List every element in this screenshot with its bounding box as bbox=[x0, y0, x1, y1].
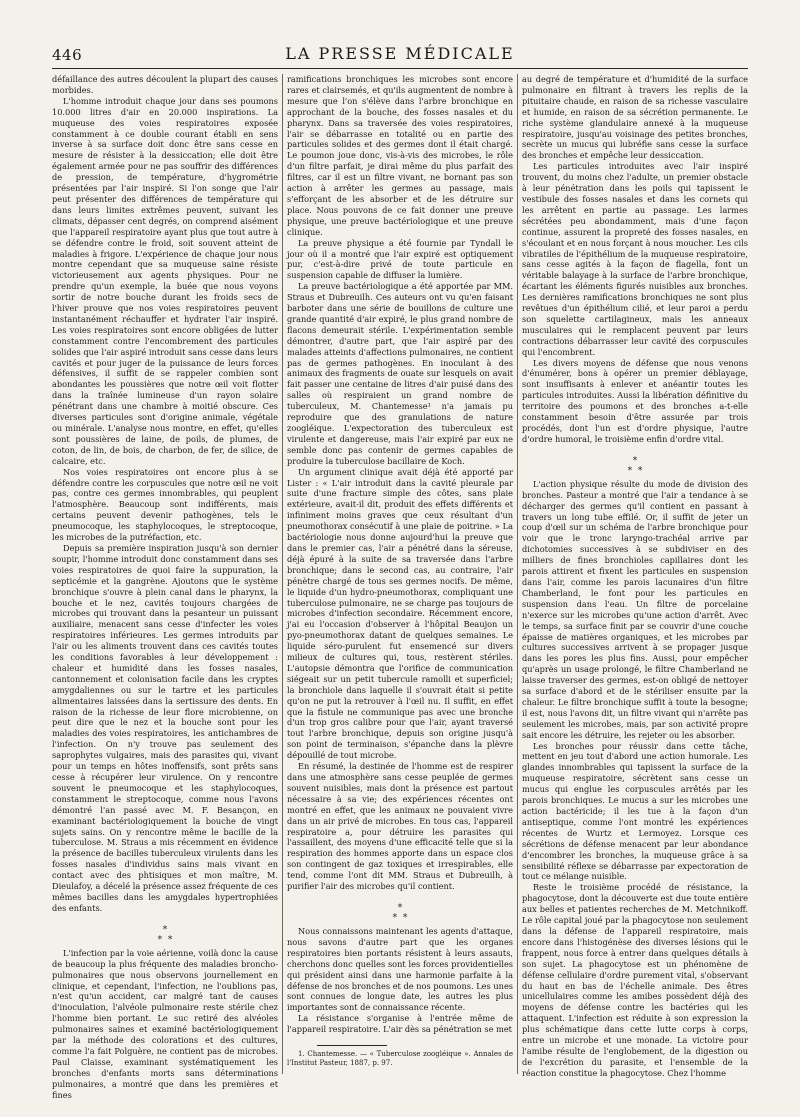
paragraph: Reste le troisième procédé de résistance, la phagocytose, dont la découverte est due toute entière aux belles et patientes recherches de M. Metchnikoff. Le rôle capital joué par la phagocytose non seulement dans la défense de l'appareil respiratoire, mais encore dans l'histogénèse des diverses lésions qui le frappent, nous force à entrer dans quelques détails à son sujet. La phagocytose est un phénomène de défense cellulaire d'ordre purement vital, s'observant du haut en bas de l'échelle animale. Des êtres unicellulaires comme les amibes possèdent déjà des moyens de défense contre les bactéries qui les attaquent. L'infection est réduite à son expression la plus schématique dans cette lutte corps à corps, entre un microbe et une monade. La victoire pour l'amibe résulte de l'englobement, de la digestion ou de l'excrétion du parasite, et l'ensemble de la réaction constitue la phagocytose. Chez l'homme bbox=[522, 882, 748, 1078]
paragraph: L'infection par la voie aérienne, voilà donc la cause de beaucoup la plus fréquente des maladies broncho-pulmonaires que nous observons journellement en clinique, et cependant, l'infection, ne l'oublions pas, n'est qu'un accident, car malgré tant de causes d'inoculation, l'alvéole pulmonaire reste stérile chez l'homme bien portant. Le suc retiré des alvéoles pulmonaires saines et examiné bactériologiquement par la méthode des colorations et des cultures, comme l'a fait Polguère, ne contient pas de microbes. Paul Claisse, examinant systématiquement les bronches d'enfants morts sans déterminations pulmonaires, a montré que dans les premières et fines bbox=[52, 947, 278, 1100]
paragraph: ramifications bronchiques les microbes sont encore rares et clairsemés, et qu'ils augmentent de nombre à mesure que l'on s'élève dans l'arbre bronchique en approchant de la bouche, des fosses nasales et du pharynx. Dans sa traversée des voies respiratoires, l'air se débarrasse en totalité ou en partie des particules solides et des germes dont il était chargé. Le poumon joue donc, vis-à-vis des microbes, le rôle d'un filtre parfait, je dirai même du plus parfait des filtres, car il est un filtre vivant, ne bornant pas son action à arrêter les germes au passage, mais s'efforçant de les absorber et de les détruire sur place. Nous pouvons de ce fait donner une preuve physique, une preuve bactériologique et une preuve clinique. bbox=[287, 74, 513, 237]
paragraph: Les divers moyens de défense que nous venons d'énumérer, bons à opérer un premier déblayage, sont insuffisants à enlever et anéantir toutes les particules introduites. Aussi la libération définitive du territoire des poumons et des bronches a-t-elle constamment besoin d'être assurée par trois procédés, dont l'un est d'ordre physique, l'autre d'ordre humoral, le troisième enfin d'ordre vital. bbox=[522, 357, 748, 444]
paragraph: Les bronches pour réussir dans cette tâche, mettent en jeu tout d'abord une action humorale. Les glandes innombrables qui tapissent la surface de la muqueuse respiratoire, sécrètent sans cesse un mucus qui englue les corpuscules arrêtés par les parois bronchiques. Le mucus a sur les microbes une action bactéricide; il les tue à la façon d'un antiseptique, comme l'ont montré les expériences récentes de Wurtz et Lermoyez. Lorsque ces sécrétions de défense menacent par leur abondance d'encombrer les bronches, la muqueuse grâce à sa sensibilité réflexe se débarrasse par expectoration de tout ce mélange nuisible. bbox=[522, 740, 748, 882]
column-divider bbox=[517, 74, 518, 1074]
paragraph: défaillance des autres découlent la plupart des causes morbides. bbox=[52, 74, 278, 95]
column-2 bbox=[287, 74, 513, 1074]
paragraph: Depuis sa première inspiration jusqu'à son dernier soupir, l'homme introduit donc constamment dans ses voies respiratoires de quoi faire la suppuration, la septicémie et la gangrène. Ajoutons que le système bronchique s'ouvre à plein canal dans le pharynx, la bouche et le nez, cavités toujours chargées de microbes qui trouvant dans la pesanteur un puissant auxiliaire, menacent sans cesse d'infecter les voies respiratoires inférieures. Les germes introduits par l'air ou les aliments trouvent dans ces cavités toutes les conditions favorables à leur développement : chaleur et humidité dans les fosses nasales, cantonnement et colonisation facile dans les cryptes amygdaliennes ou sur le tartre et les particules alimentaires laissées dans la sertissure des dents. En raison de la richesse de leur flore microbienne, on peut dire que le nez et la bouche sont pour les maladies des voies respiratoires, les antichambres de l'infection. On n'y trouve pas seulement des saprophytes vulgaires, mais des parasites qui, vivant pour un temps en hôtes inoffensifs, sont prêts sans cesse à récupérer leur virulence. On y rencontre souvent le pneumocoque et les staphylocoques, constamment le streptocoque, comme nous l'avons démontré l'an passé avec M. F. Besançon, en examinant bactériologiquement la bouche de vingt sujets sains. On y rencontre même le bacille de la tuberculose. M. Straus a mis récemment en évidence la présence de bacilles tuberculeux virulents dans les fosses nasales d'individus sains mais vivant en contact avec des phtisiques et mon maître, M. Dieulafoy, a décelé la présence assez fréquente de ces mêmes bacilles dans les amygdales hypertrophiées des enfants. bbox=[52, 542, 278, 913]
page-header bbox=[52, 44, 748, 66]
paragraph: Nos voies respiratoires ont encore plus à se défendre contre les corpuscules que notre œil ne voit pas, contre ces germes innombrables, qui peuplent l'atmosphère. Beaucoup sont indifférents, mais certains peuvent devenir pathogènes, tels le pneumocoque, les staphylocoques, le streptocoque, les microbes de la putréfaction, etc. bbox=[52, 466, 278, 543]
page-number: 446 bbox=[52, 46, 83, 64]
header-rule bbox=[52, 68, 748, 69]
column-divider bbox=[282, 74, 283, 1074]
footnote-rule bbox=[317, 1045, 387, 1046]
paragraph: Nous connaissons maintenant les agents d'attaque, nous savons d'autre part que les organes respiratoires bien portants résistent à leurs assauts, cherchons donc quelles sont les forces providentielles qui président ainsi dans une harmonie parfaite à la défense de nos bronches et de nos poumons. Les unes sont connues de longue date, les autres les plus importantes sont de connaissance récente. bbox=[287, 925, 513, 1013]
paragraph: L'homme introduit chaque jour dans ses poumons 10.000 litres d'air en 20.000 inspirations. La muqueuse des voies respiratoires exposée constamment à ce double courant établi en sens inverse à sa surface doit donc être sans cesse en mesure de résister à la dessiccation; elle doit être également armée pour ne pas souffrir des différences de pression, de température, d'hygrométrie présentées par l'air inspiré. Si l'on songe que l'air peut présenter des différences de température qui dans leurs limites extrêmes peuvent, suivant les climats, dépasser cent degrés, on comprend aisément que l'appareil respiratoire ayant plus que tout autre à se défendre contre le froid, soit souvent atteint de maladies à frigore. L'expérience de chaque jour nous montre cependant que sa muqueuse saine résiste victorieusement aux agents physiques. Pour ne prendre qu'un exemple, la buée que nous voyons sortir de notre bouche durant les froids secs de l'hiver prouve que nos voies respiratoires peuvent instantanément réchauffer et hydrater l'air inspiré. Les voies respiratoires sont encore obligées de lutter constamment contre l'encombrement des particules solides que l'air aspiré introduit sans cesse dans leurs cavités et pour juger de la puissance de leurs forces défensives, il suffit de se rappeler combien sont abondantes les poussières que notre œil voit flotter dans la traînée lumineuse d'un rayon solaire pénétrant dans une chambre à moitié obscure. Ces diverses particules sont d'origine animale, végétale ou minérale. L'analyse nous montre, en effet, qu'elles sont poussières de laine, de poils, de plumes, de coton, de lin, de bois, de charbon, de fer, de silice, de calcaire, etc. bbox=[52, 95, 278, 466]
section-separator: ⁎ ⁎ ⁎ bbox=[392, 899, 408, 920]
paragraph: La preuve bactériologique a été apportée par MM. Straus et Dubreuilh. Ces auteurs ont vu qu'en faisant barboter dans une série de bouillons de culture une grande quantité d'air expiré, le plus grand nombre de flacons demeurait stérile. L'expérimentation semble démontrer, d'autre part, que l'air aspiré par des malades atteints d'affections pulmonaires, ne contient pas de germes pathogènes. En inoculant à des animaux des fragments de ouate sur lesquels on avait fait passer une centaine de litres d'air puisé dans des salles où respiraient un grand nombre de tuberculeux, M. Chantemesse¹ n'a jamais pu reproduire que des granulations de nature zoogléique. L'expectoration des tuberculeux est virulente et dangereuse, mais l'air expiré par eux ne semble donc pas contenir de germes capables de produire la tuberculose bacillaire de Koch. bbox=[287, 281, 513, 466]
paragraph: Les particules introduites avec l'air inspiré trouvent, du moins chez l'adulte, un premier obstacle à leur pénétration dans les poils qui tapissent le vestibule des fosses nasales et dans les cornets qui les arrêtent en partie au passage. Les larmes sécrétées peu abondamment, mais d'une façon continue, assurent la propreté des fosses nasales, en s'écoulant et en nous forçant à nous moucher. Les cils vibratiles de l'épithélium de la muqueuse respiratoire, sans cesse agités à la façon de flagella, font un véritable balayage à la surface de l'arbre bronchique, écartant les éléments figurés nuisibles aux bronches. Les dernières ramifications bronchiques ne sont plus revêtues d'un épithélium cilié, et leur paroi a perdu son squelette cartilagineux, mais les anneaux musculaires qui le remplacent peuvent par leurs contractions débarrasser leur cavité des corpuscules qui l'encombrent. bbox=[522, 161, 748, 357]
section-separator: ⁎ ⁎ ⁎ bbox=[627, 452, 643, 473]
column-3 bbox=[522, 74, 748, 1078]
section-separator: ⁎ ⁎ ⁎ bbox=[157, 921, 173, 942]
paragraph: au degré de température et d'humidité de la surface pulmonaire en filtrant à travers les replis de la pituitaire chaude, en raison de sa richesse vasculaire et humide, en raison de sa sécrétion permanente. Le riche système glandulaire annexé à la muqueuse respiratoire, jusqu'au voisinage des petites bronches, secrète un mucus qui lubréfie sans cesse la surface des bronches et empêche leur dessiccation. bbox=[522, 74, 748, 161]
journal-title: LA PRESSE MÉDICALE bbox=[285, 44, 515, 63]
footnote: 1. Chantemesse. — « Tuberculose zoogléique ». Annales de l'Institut Pasteur, 1887, p. 97. bbox=[287, 1050, 513, 1068]
paragraph: Un argument clinique avait déjà été apporté par Lister : « L'air introduit dans la cavité pleurale par suite d'une fracture simple des côtes, sans plaie extérieure, avait-il dit, produit des effets différents et infiniment moins graves que ceux résultant d'un pneumothorax consécutif à une plaie de poitrine. » La bactériologie nous donne aujourd'hui la preuve que dans le premier cas, l'air a pénétré dans la séreuse, déjà épuré à la suite de sa traversée dans l'arbre bronchique; dans le second cas, au contraire, l'air pénètre chargé de tous ses germes nocifs. De même, le liquide d'un hydro-pneumothorax, compliquant une tuberculose pulmonaire, ne se charge pas toujours de microbes d'infection secondaire. Récemment encore, j'ai eu l'occasion d'observer à l'hôpital Beaujon un pyo-pneumothorax datant de quelques semaines. Le liquide séro-purulent fut ensemencé sur divers milieux de cultures qui, tous, restèrent stériles. L'autopsie démontra que l'orifice de communication siégeait sur un petit tubercule ramolli et superficiel; la bronchiole dans laquelle il s'ouvrait était si petite qu'on ne put la retrouver à l'œil nu. Il suffit, en effet que la fistule ne communique pas avec une bronche d'un trop gros calibre pour que l'air, ayant traversé tout l'arbre bronchique, depuis son origine jusqu'à son point de terminaison, s'épanche dans la plèvre dépouillé de tout microbe. bbox=[287, 466, 513, 761]
paragraph: En résumé, la destinée de l'homme est de respirer dans une atmosphère sans cesse peuplée de germes souvent nuisibles, mais dont la présence est partout nécessaire à sa vie; des expériences récentes ont montré en effet, que les animaux ne pouvaient vivre dans un air privé de microbes. En tous cas, l'appareil respiratoire a, pour détruire les parasites qui l'assaillent, des moyens d'une efficacité telle que si la respiration des hommes apporte dans un espace clos son contingent de gaz toxiques et irrespirables, elle tend, comme l'ont dit MM. Straus et Dubreuilh, à purifier l'air des microbes qu'il contient. bbox=[287, 761, 513, 892]
paragraph: La preuve physique a été fournie par Tyndall le jour où il a montré que l'air expiré est optiquement pur, c'est-à-dire privé de toute particule en suspension capable de diffuser la lumière. bbox=[287, 237, 513, 281]
paragraph: La résistance s'organise à l'entrée même de l'appareil respiratoire. L'air dès sa pénétration se met bbox=[287, 1013, 513, 1035]
column-1 bbox=[52, 74, 278, 1100]
paragraph: L'action physique résulte du mode de division des bronches. Pasteur a montré que l'air a tendance à se décharger des germes qu'il contient en passant à travers un long tube effilé. Or, il suffit de jeter un coup d'œil sur un schéma de l'arbre bronchique pour voir que le tronc laryngo-trachéal arrive par dichotomies successives à se subdiviser en des milliers de fines bronchioles capillaires dont les parois attirent et fixent les particules en suspension dans l'air, comme les parois lacunaires d'un filtre Chamberland, le font pour les particules en suspension dans l'eau. Un filtre de porcelaine n'exerce sur les microbes qu'une action d'arrêt. Avec le temps, sa surface finit par se couvrir d'une couche épaisse de matières organiques, et les microbes par cultures successives arrivent à se propager jusque dans les pores les plus fins. Aussi, pour empêcher qu'après un usage prolongé, le filtre Chamberland ne laisse traverser des germes, est-on obligé de nettoyer sa surface d'abord et de le stériliser ensuite par la chaleur. Le filtre bronchique suffit à toute la besogne; il est, nous l'avons dit, un filtre vivant qui n'arrête pas seulement les microbes, mais, par son activité propre sait encore les détruire, les rejeter ou les absorber. bbox=[522, 478, 748, 740]
